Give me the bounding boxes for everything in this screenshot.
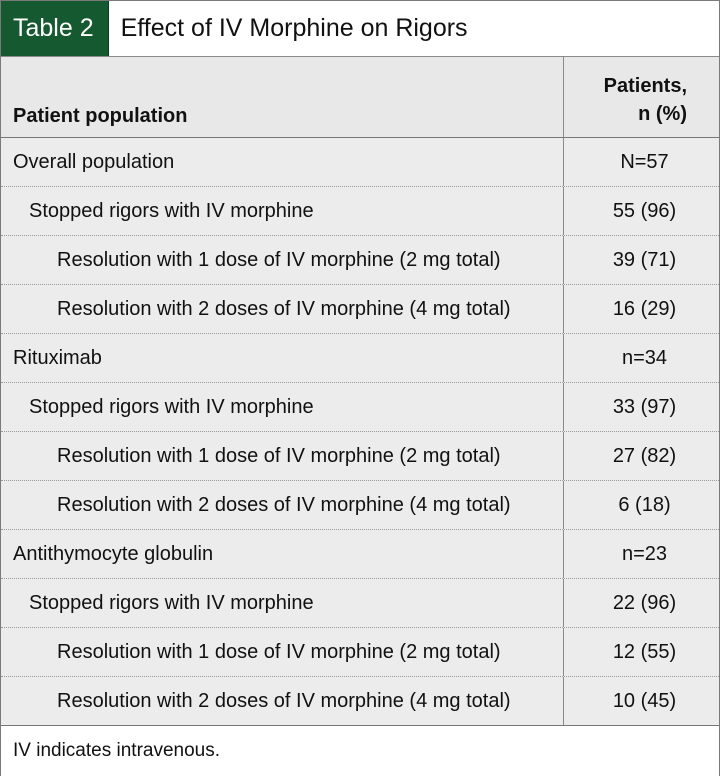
row-label: Resolution with 1 dose of IV morphine (2 mg total)	[1, 236, 564, 284]
table-row	[1, 677, 719, 726]
row-value: n=34	[621, 346, 668, 369]
row-label: Stopped rigors with IV morphine	[1, 579, 564, 627]
row-label: Resolution with 2 doses of IV morphine (4 mg total)	[1, 481, 564, 529]
table-row	[1, 530, 719, 579]
row-label: Stopped rigors with IV morphine	[1, 187, 564, 235]
column-header-patients	[564, 57, 719, 137]
row-label: Resolution with 2 doses of IV morphine (4 mg total)	[1, 285, 564, 333]
table-number-badge: Table 2	[1, 1, 109, 56]
row-value: 6 (18)	[618, 493, 671, 516]
row-value: 27 (82)	[612, 444, 677, 467]
table-row	[1, 138, 719, 187]
table-row	[1, 187, 719, 236]
table-row	[1, 628, 719, 677]
table-title: Effect of IV Morphine on Rigors	[120, 14, 468, 42]
table-footnote: IV indicates intravenous.	[1, 726, 719, 776]
column-header-patients-line2: n (%)	[638, 103, 687, 125]
row-label: Stopped rigors with IV morphine	[1, 383, 564, 431]
row-label: Rituximab	[1, 334, 564, 382]
row-value: n=23	[621, 542, 668, 565]
table-header	[1, 1, 719, 57]
row-value: 10 (45)	[612, 689, 677, 712]
row-label: Antithymocyte globulin	[1, 530, 564, 578]
table-row	[1, 481, 719, 530]
table-row	[1, 579, 719, 628]
column-header-row	[1, 57, 719, 138]
row-value: 33 (97)	[612, 395, 677, 418]
row-label: Resolution with 1 dose of IV morphine (2 mg total)	[1, 432, 564, 480]
row-value: 16 (29)	[612, 297, 677, 320]
row-value: 55 (96)	[612, 199, 677, 222]
row-label: Resolution with 2 doses of IV morphine (4 mg total)	[1, 677, 564, 725]
row-value: N=57	[620, 150, 669, 173]
column-header-population: Patient population	[1, 57, 564, 137]
row-label: Resolution with 1 dose of IV morphine (2 mg total)	[1, 628, 564, 676]
table-row	[1, 432, 719, 481]
row-value: 39 (71)	[612, 248, 677, 271]
row-label: Overall population	[1, 138, 564, 186]
table-row	[1, 236, 719, 285]
column-header-patients-line1: Patients,	[603, 75, 687, 97]
table-body	[1, 138, 719, 726]
table-row	[1, 285, 719, 334]
table-row	[1, 383, 719, 432]
row-value: 22 (96)	[612, 591, 677, 614]
table-row	[1, 334, 719, 383]
row-value: 12 (55)	[612, 640, 677, 663]
